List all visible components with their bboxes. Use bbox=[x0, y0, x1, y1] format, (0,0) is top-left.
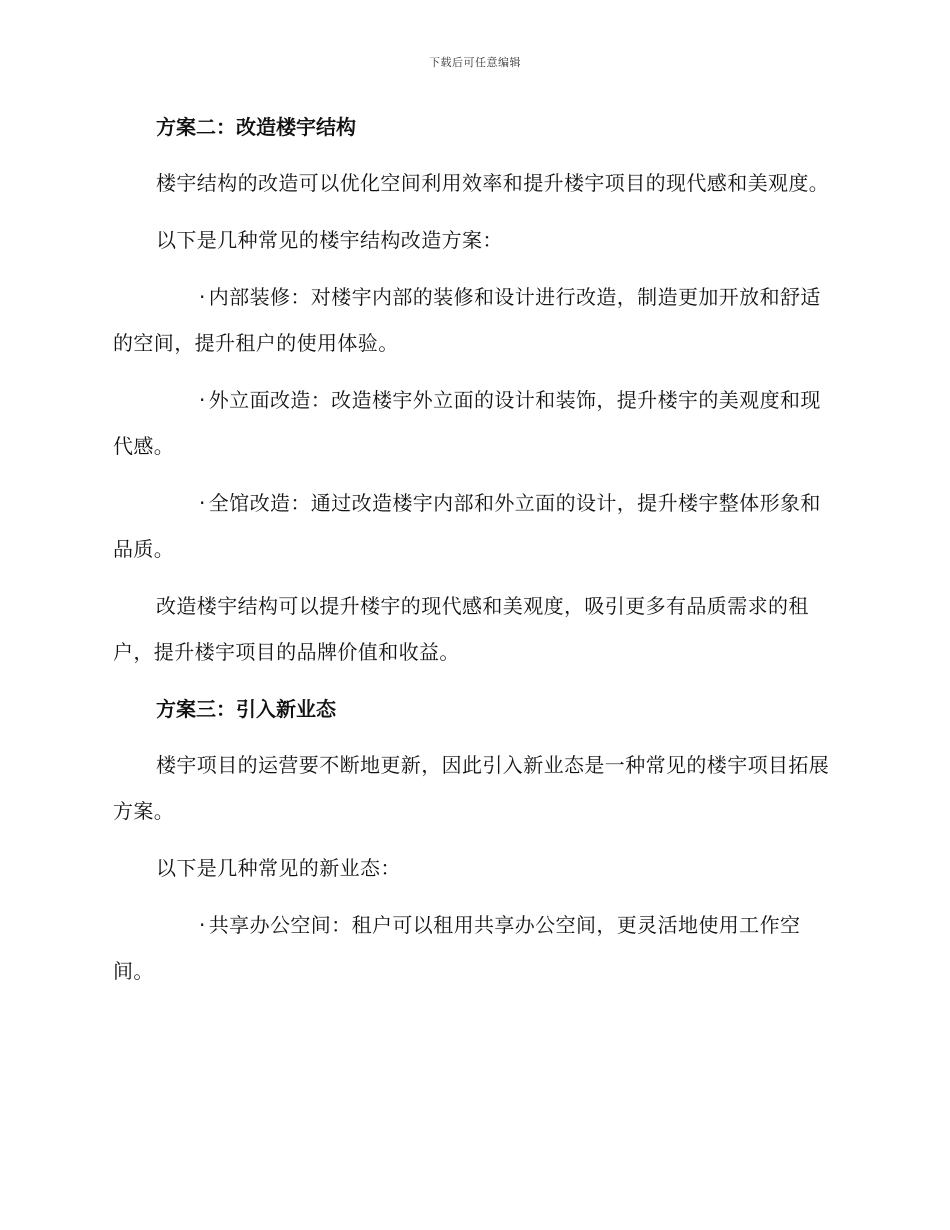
bullet-item bbox=[113, 274, 835, 366]
paragraph: 楼宇结构的改造可以优化空间利用效率和提升楼宇项目的现代感和美观度。 bbox=[156, 171, 830, 195]
paragraph: 楼宇项目的运营要不断地更新，因此引入新业态是一种常见的楼宇项目拓展方案。 bbox=[113, 753, 830, 823]
bullet-dot: · bbox=[199, 491, 206, 515]
bullet-item bbox=[113, 377, 835, 469]
section-heading: 方案二：改造楼宇结构 bbox=[156, 115, 356, 139]
bullet-text: 共享办公空间：租户可以租用共享办公空间，更灵活地使用工作空间。 bbox=[113, 913, 801, 983]
bullet-text: 内部装修：对楼宇内部的装修和设计进行改造，制造更加开放和舒适的空间，提升租户的使用体验。 bbox=[113, 285, 821, 355]
bullet-text: 全馆改造：通过改造楼宇内部和外立面的设计，提升楼宇整体形象和品质。 bbox=[113, 491, 821, 561]
bullet-item bbox=[113, 480, 835, 572]
section-heading: 方案三：引入新业态 bbox=[156, 697, 336, 721]
bullet-dot: · bbox=[199, 285, 206, 309]
page-header: 下载后可任意编辑 bbox=[429, 56, 521, 69]
document-body bbox=[113, 104, 835, 1005]
bullet-dot: · bbox=[199, 913, 206, 937]
bullet-dot: · bbox=[199, 388, 206, 412]
paragraph: 以下是几种常见的楼宇结构改造方案： bbox=[156, 228, 503, 252]
paragraph: 以下是几种常见的新业态： bbox=[156, 856, 401, 880]
paragraph: 改造楼宇结构可以提升楼宇的现代感和美观度，吸引更多有品质需求的租户，提升楼宇项目的品牌价值和收益。 bbox=[113, 594, 809, 664]
bullet-text: 外立面改造：改造楼宇外立面的设计和装饰，提升楼宇的美观度和现代感。 bbox=[113, 388, 821, 458]
bullet-item bbox=[113, 902, 835, 994]
